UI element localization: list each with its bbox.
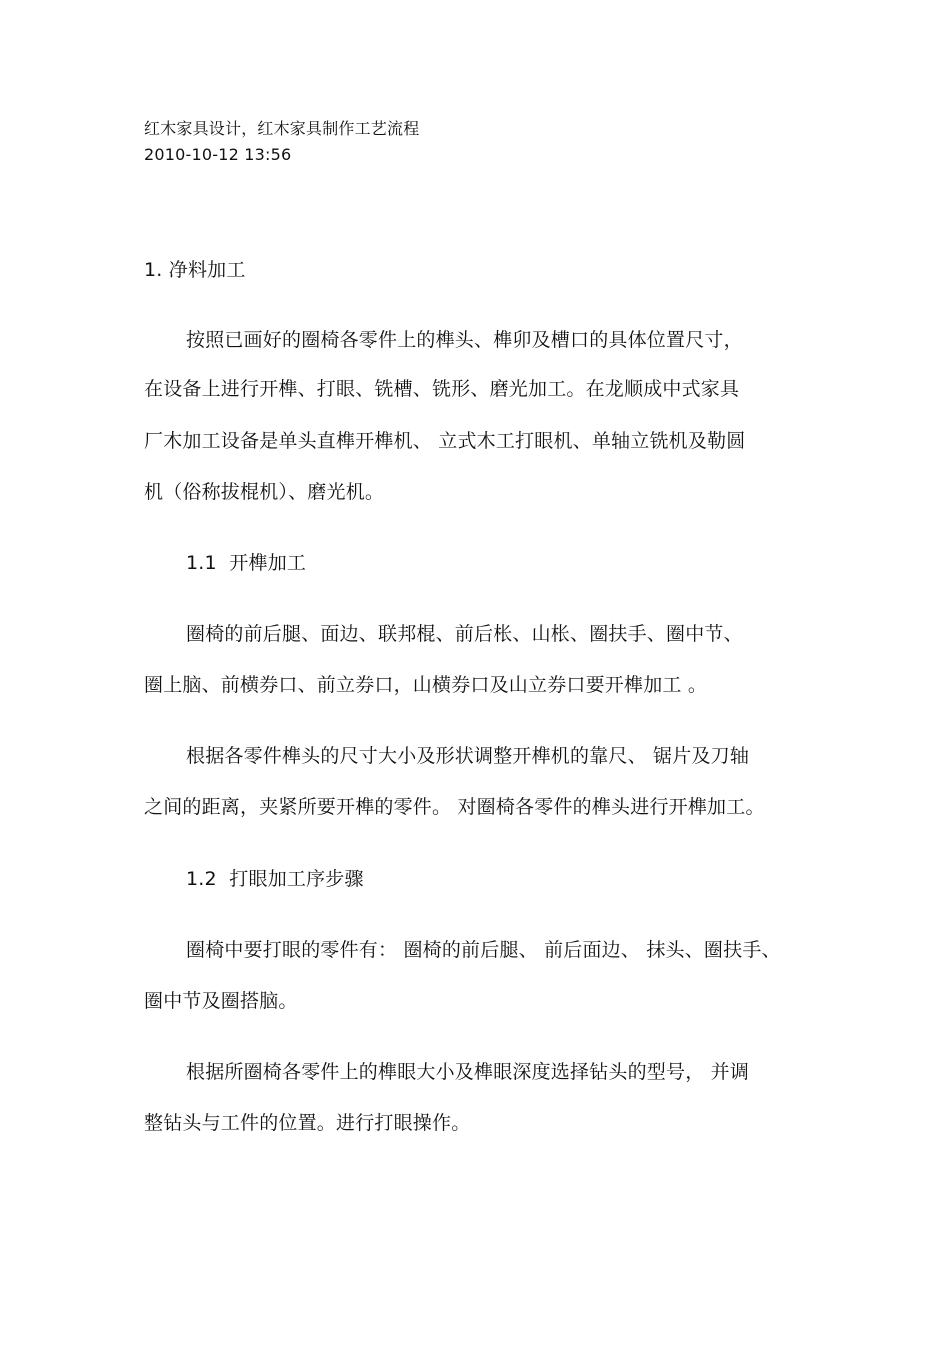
paragraph-2-line-1: 圈椅的前后腿、面边、联邦棍、前后枨、山枨、圈扶手、圈中节、 xyxy=(186,623,743,645)
paragraph-5-line-1: 根据所圈椅各零件上的榫眼大小及榫眼深度选择钻头的型号， 并调 xyxy=(186,1061,750,1083)
paragraph-1-line-2: 在设备上进行开榫、打眼、铣槽、铣形、磨光加工。在龙顺成中式家具 xyxy=(144,378,740,400)
section-heading-1: 1. 净料加工 xyxy=(144,259,246,281)
section-heading-1-1: 1.1 开榫加工 xyxy=(186,552,307,574)
paragraph-4-line-2: 圈中节及圈搭脑。 xyxy=(144,990,298,1012)
section-heading-1-2: 1.2 打眼加工序步骤 xyxy=(186,868,364,890)
paragraph-3-line-2: 之间的距离，夹紧所要开榫的零件。 对圈椅各零件的榫头进行开榫加工。 xyxy=(144,796,765,818)
paragraph-5-line-2: 整钻头与工件的位置。进行打眼操作。 xyxy=(144,1112,471,1134)
paragraph-4-line-1: 圈椅中要打眼的零件有： 圈椅的前后腿、 前后面边、 抹头、圈扶手、 xyxy=(186,939,781,961)
paragraph-1-line-3: 厂木加工设备是单头直榫开榫机、 立式木工打眼机、单轴立铣机及勒圆 xyxy=(144,430,746,452)
doc-timestamp: 2010-10-12 13:56 xyxy=(144,145,292,164)
doc-title: 红木家具设计，红木家具制作工艺流程 xyxy=(144,119,420,138)
paragraph-3-line-1: 根据各零件榫头的尺寸大小及形状调整开榫机的靠尺、 锯片及刀轴 xyxy=(186,745,750,767)
paragraph-1-line-1: 按照已画好的圈椅各零件上的榫头、榫卯及槽口的具体位置尺寸， xyxy=(186,329,743,351)
paragraph-1-line-4: 机（俗称拔棍机）、磨光机。 xyxy=(144,481,385,503)
paragraph-2-line-2: 圈上脑、前横券口、前立券口，山横券口及山立券口要开榫加工 。 xyxy=(144,674,708,696)
